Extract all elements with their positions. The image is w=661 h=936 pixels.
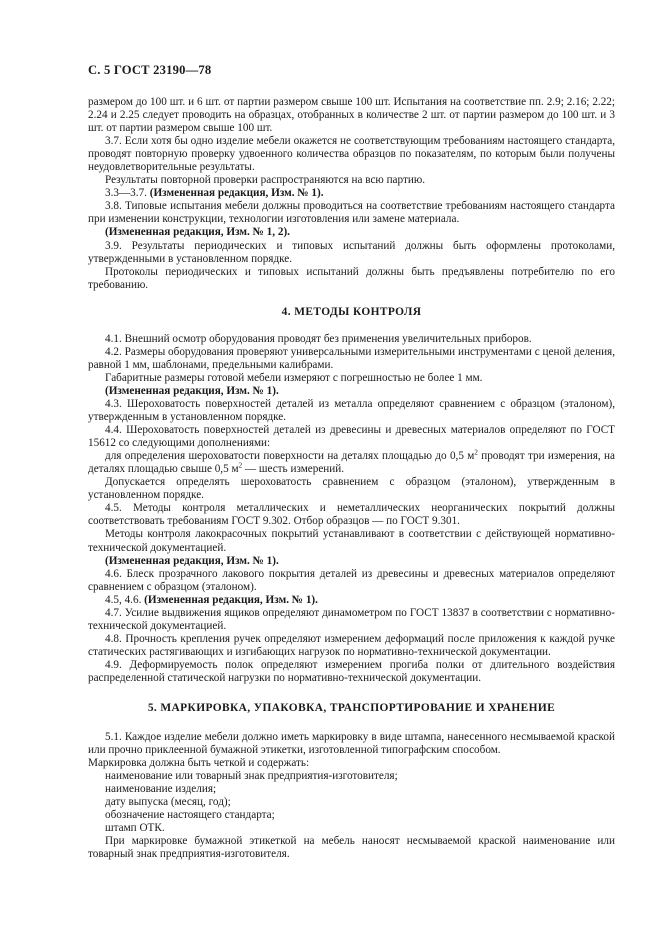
paragraph-5-1: 5.1. Каждое изделие мебели должно иметь маркировку в виде штампа, нанесенного несмываемой краской или прочно приклеенной бумажной этикетки, изготовленной типографским способом.	[88, 731, 615, 757]
paragraph-label-marking: При маркировке бумажной этикеткой на мебель наносят несмываемой краской наименование или товарный знак предприятия-изготовителя.	[88, 835, 615, 861]
superscript: 2	[238, 461, 243, 470]
paragraph-roughness-comparison: Допускается определять шероховатость сравнением с образцом (эталоном), утвержденным в установленном порядке.	[88, 476, 615, 502]
paragraph-roughness-measurements: для определения шероховатости поверхности на деталях площадью до 0,5 $м^2$ проводят три измерения, на деталях площадью свыше 0,5 $м^2$ — шесть измерений.	[88, 448, 615, 476]
document-body	[88, 96, 615, 862]
list-item: наименование изделия;	[105, 783, 217, 796]
paragraph-retest: Результаты повторной проверки распространяются на всю партию.	[105, 174, 425, 187]
paragraph-4-6: 4.6. Блеск прозрачного лакового покрытия деталей из древесины и древесных материалов определяют сравнением с образцом (эталоном).	[88, 567, 615, 593]
paragraph-4-2: 4.2. Размеры оборудования проверяют универсальными измерительными инструментами с ценой деления, равной 1 мм, шаблонами, предельными калибрами.	[88, 345, 615, 371]
paragraph-continuation: размером до 100 шт. и 6 шт. от партии размером свыше 100 шт. Испытания на соответствие пп. 2.9; 2.16; 2.22; 2.24 и 2.25 следует проводить на образцах, отобранных в количестве 2 шт. от партии размером до 100 шт. и 3 шт. от партии размером свыше 100 шт.	[88, 96, 615, 135]
amendment-note: (Измененная редакция, Изм. № 1).	[149, 187, 324, 200]
paragraph-3-9: 3.9. Результаты периодических и типовых испытаний должны быть оформлены протоколами, утвержденными в установленном порядке.	[88, 239, 615, 265]
paragraph-3-7: 3.7. Если хотя бы одно изделие мебели окажется не соответствующим требованиям настоящего стандарта, проводят повторную проверку удвоенного количества образцов по показателям, по которым были получены неудовлетворительные результаты.	[88, 135, 615, 174]
paragraph-amendment-3-3	[88, 187, 615, 200]
paragraph-marking-contents: Маркировка должна быть четкой и содержать:	[88, 757, 310, 770]
paragraph-overall-dimensions: Габаритные размеры готовой мебели измеряют с погрешностью не более 1 мм.	[105, 371, 483, 384]
amendment-note: (Измененная редакция, Изм. № 1).	[144, 593, 318, 606]
amendment-ref: 3.3—3.7.	[105, 187, 147, 200]
paragraph-protocols: Протоколы периодических и типовых испытаний должны быть предъявлены потребителю по его требованию.	[88, 265, 615, 291]
superscript: 2	[474, 448, 478, 457]
amendment-note: (Измененная редакция, Изм. № 1).	[105, 384, 279, 397]
list-item: дату выпуска (месяц, год);	[105, 796, 231, 809]
amendment-ref: 4.5, 4.6.	[105, 593, 142, 606]
list-item: обозначение настоящего стандарта;	[105, 809, 275, 822]
paragraph-paint-coatings: Методы контроля лакокрасочных покрытий устанавливают в соответствии с действующей нормативно-технической документацией.	[88, 528, 615, 554]
paragraph-amendment-4-5	[88, 594, 615, 607]
paragraph-4-5: 4.5. Методы контроля металлических и неметаллических неорганических покрытий должны соответствовать требованиям ГОСТ 9.302. Отбор образцов — по ГОСТ 9.301.	[88, 502, 615, 528]
list-item: штамп ОТК.	[105, 822, 165, 835]
paragraph-3-8: 3.8. Типовые испытания мебели должны проводиться на соответствие требованиям настоящего стандарта при изменении конструкции, технологии изготовления или замене материала.	[88, 200, 615, 226]
paragraph-4-8: 4.8. Прочность крепления ручек определяют измерением деформаций после приложения к каждой ручке статических растягивающих и изгибающих нагрузок по нормативно-технической документации.	[88, 632, 615, 658]
section-heading-4: 4. МЕТОДЫ КОНТРОЛЯ	[281, 305, 422, 318]
paragraph-4-1: 4.1. Внешний осмотр оборудования проводят без применения увеличительных приборов.	[105, 332, 532, 345]
list-item: наименование или товарный знак предприятия-изготовителя;	[105, 770, 398, 783]
paragraph-4-4: 4.4. Шероховатость поверхностей деталей из древесины и древесных материалов определяют по ГОСТ 15612 со следующими дополнениями:	[88, 424, 615, 450]
paragraph-4-7: 4.7. Усилие выдвижения ящиков определяют динамометром по ГОСТ 13837 в соответствии с нормативно-технической документацией.	[88, 606, 615, 632]
page-header: С. 5 ГОСТ 23190—78	[88, 63, 212, 77]
section-heading-5: 5. МАРКИРОВКА, УПАКОВКА, ТРАНСПОРТИРОВАНИЕ И ХРАНЕНИЕ	[147, 702, 556, 715]
amendment-note: (Измененная редакция, Изм. № 1).	[105, 554, 279, 567]
paragraph-4-3: 4.3. Шероховатость поверхностей деталей из металла определяют сравнением с образцом (эталоном), утвержденным в установленном порядке.	[88, 397, 615, 424]
paragraph-4-9: 4.9. Деформируемость полок определяют измерением прогиба полки от длительного воздействия распределенной статической нагрузки по нормативно-технической документации.	[88, 658, 615, 684]
amendment-note: (Измененная редакция, Изм. № 1, 2).	[105, 226, 290, 239]
